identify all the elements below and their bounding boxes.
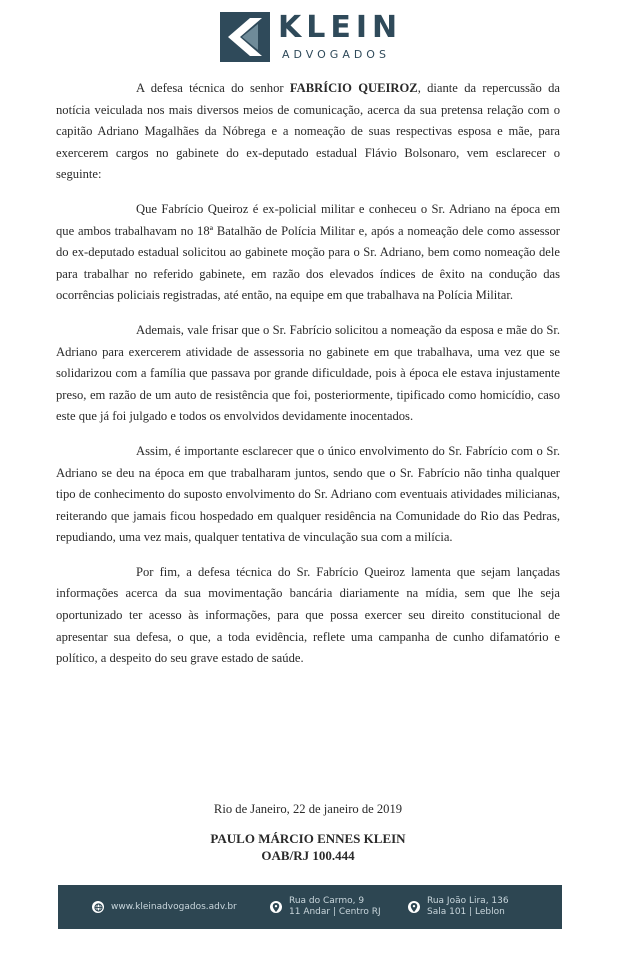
letter-body [56, 78, 560, 670]
address-leblon-line-2: Sala 101 | Leblon [427, 907, 505, 917]
date-line: Rio de Janeiro, 22 de janeiro de 2019 [213, 802, 403, 816]
brand-name: KLEIN [278, 10, 403, 45]
globe-icon [92, 901, 104, 913]
footer-website[interactable] [92, 885, 237, 929]
address-leblon-line-1: Rua João Lira, 136 [427, 896, 509, 906]
lawyer-oab: OAB/RJ 100.444 [261, 848, 355, 863]
address-centro-text [289, 896, 381, 918]
website-text: www.kleinadvogados.adv.br [111, 901, 237, 912]
lawyer-name: PAULO MÁRCIO ENNES KLEIN [210, 831, 406, 846]
paragraph-1 [56, 78, 560, 186]
p1-lead: A defesa técnica do senhor [136, 81, 290, 95]
klein-logo [216, 6, 416, 68]
location-pin-icon [270, 901, 282, 913]
footer-address-leblon [408, 885, 509, 929]
p1-rest: , diante da repercussão da notícia veiculada nos mais diversos meios de comunicação, acerca da sua pretensa relação com o capitão Adriano Magalhães da Nóbrega e a nomeação de suas respectivas esposa e mãe, para exercerem cargos no gabinete do ex-deputado estadual Flávio Bolsonaro, vem esclarecer o seguinte: [56, 81, 560, 182]
address-centro-line-2: 11 Andar | Centro RJ [289, 907, 381, 917]
paragraph-3: Ademais, vale frisar que o Sr. Fabrício solicitou a nomeação da esposa e mãe do Sr. Adriano para exercerem atividade de assessoria no gabinete em que trabalhava, uma vez que se solidarizou com a família que passava por grande dificuldade, pois à época ele estava injustamente preso, em razão de um auto de resistência que foi, posteriormente, tipificado como homicídio, caso este que já foi julgado e todos os envolvidos devidamente inocentados. [56, 322, 560, 424]
signature-block [56, 800, 560, 864]
paragraph-5: Por fim, a defesa técnica do Sr. Fabrício Queiroz lamenta que sejam lançadas informações acerca da sua movimentação bancária diariamente na mídia, sem que lhe seja oportunizado ter acesso às informações, para que possa exercer seu direito constitucional de apresentar sua defesa, o que, a toda evidência, reflete uma campanha de cunho difamatório e político, a despeito do seu grave estado de saúde. [56, 564, 560, 666]
footer-address-centro [270, 885, 381, 929]
address-leblon-text [427, 896, 509, 918]
address-centro-line-1: Rua do Carmo, 9 [289, 896, 365, 906]
client-name: FABRÍCIO QUEIROZ [289, 81, 418, 95]
paragraph-4: Assim, é importante esclarecer que o único envolvimento do Sr. Fabrício com o Sr. Adriano se deu na época em que trabalharam juntos, sendo que o Sr. Fabrício não tinha qualquer tipo de conhecimento do suposto envolvimento do Sr. Adriano com eventuais atividades milicianas, reiterando que jamais ficou hospedado em qualquer residência na Comunidade do Rio das Pedras, repudiando, uma vez mais, qualquer tentativa de vinculação sua com a milícia. [56, 443, 560, 545]
paragraph-2: Que Fabrício Queiroz é ex-policial militar e conheceu o Sr. Adriano na época em que ambos trabalhavam no 18ª Batalhão de Polícia Militar e, após a nomeação dele como assessor do ex-deputado estadual solicitou ao gabinete moção para o Sr. Adriano, bem como nomeação dele para trabalhar no referido gabinete, em razão dos elevados índices de êxito na condução das ocorrências policiais registradas, até então, na equipe em que trabalhava na Polícia Militar. [56, 201, 560, 303]
klein-logo-mark-icon [220, 12, 270, 62]
location-pin-icon [408, 901, 420, 913]
brand-subtitle: ADVOGADOS [282, 48, 390, 61]
footer-bar [58, 885, 562, 929]
